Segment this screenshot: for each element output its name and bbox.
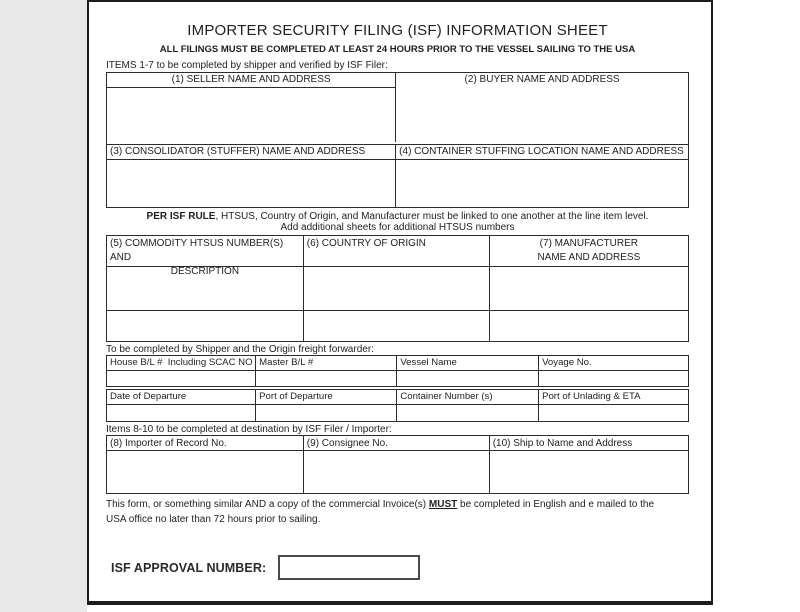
- parties-row-1: [107, 73, 688, 142]
- ship-to-header: (10) Ship to Name and Address: [489, 436, 688, 450]
- notice-must-text: MUST: [428, 499, 458, 510]
- isf-rule-bold-text: PER ISF RULE: [146, 211, 216, 222]
- seller-header: (1) SELLER NAME AND ADDRESS: [107, 73, 395, 88]
- commodity-header-row: [107, 236, 688, 277]
- manufacturer-field-1[interactable]: [489, 267, 688, 310]
- form-subtitle: ALL FILINGS MUST BE COMPLETED AT LEAST 24 HOURS PRIOR TO THE VESSEL SAILING TO THE USA: [159, 44, 636, 55]
- items-1-7-note: ITEMS 1-7 to be completed by shipper and verified by ISF Filer:: [106, 60, 388, 71]
- notice-post-text: be completed in English and e mailed to the: [457, 499, 655, 510]
- importer-of-record-field[interactable]: [107, 451, 303, 493]
- origin-field-1[interactable]: [303, 267, 489, 310]
- htsus-field-1[interactable]: [107, 267, 303, 310]
- master-bl-field[interactable]: [255, 371, 396, 386]
- date-of-departure-field[interactable]: [107, 405, 255, 421]
- consignee-no-header: (9) Consignee No.: [303, 436, 489, 450]
- items-8-10-note: Items 8-10 to be completed at destination by ISF Filer / Importer:: [106, 424, 392, 435]
- additional-sheets-note: Add additional sheets for additional HTSUS numbers: [280, 222, 515, 233]
- shipper-forwarder-note: To be completed by Shipper and the Origin freight forwarder:: [106, 344, 374, 355]
- shipping-header-row-1: [107, 356, 688, 370]
- shipping-header-row-2: [107, 390, 688, 404]
- port-of-departure-header: Port of Departure: [255, 390, 396, 404]
- ship-to-field[interactable]: [489, 451, 688, 493]
- buyer-field[interactable]: [396, 88, 688, 142]
- seller-field[interactable]: [107, 88, 395, 142]
- shipping-table-1: [106, 355, 689, 387]
- shipping-value-row-2: [107, 404, 688, 421]
- left-margin-strip: [0, 0, 87, 612]
- container-number-header: Container Number (s): [396, 390, 538, 404]
- consignee-no-field[interactable]: [303, 451, 489, 493]
- form-title: IMPORTER SECURITY FILING (ISF) INFORMATION SHEET: [187, 22, 608, 39]
- shipping-table-2: [106, 389, 689, 422]
- isf-rule-note: [106, 211, 689, 222]
- isf-form-page: [87, 0, 713, 605]
- isf-approval-number-label: ISF APPROVAL NUMBER:: [111, 560, 267, 575]
- commodity-row-1: [107, 267, 688, 310]
- stuffing-location-field[interactable]: [396, 160, 688, 207]
- manufacturer-header: (7) MANUFACTURER NAME AND ADDRESS: [489, 236, 688, 266]
- house-bl-field[interactable]: [107, 371, 255, 386]
- voyage-no-field[interactable]: [538, 371, 688, 386]
- isf-approval-number-field[interactable]: [278, 555, 420, 580]
- completion-notice-line-1: [106, 497, 689, 512]
- htsus-field-2[interactable]: [107, 311, 303, 341]
- consolidator-header: (3) CONSOLIDATOR (STUFFER) NAME AND ADDRESS: [107, 145, 395, 160]
- isf-rule-rest-text: , HTSUS, Country of Origin, and Manufacturer must be linked to one another at the line item level.: [215, 211, 649, 222]
- destination-header-row: [107, 436, 688, 450]
- completion-notice-line-2: USA office no later than 72 hours prior to sailing.: [106, 514, 321, 525]
- origin-field-2[interactable]: [303, 311, 489, 341]
- vessel-name-header: Vessel Name: [396, 356, 538, 370]
- commodity-row-2: [107, 310, 688, 341]
- htsus-header: (5) COMMODITY HTSUS NUMBER(S) AND DESCRIPTION: [110, 238, 284, 277]
- master-bl-header: Master B/L #: [255, 356, 396, 370]
- container-number-field[interactable]: [396, 405, 538, 421]
- parties-row-2: [107, 144, 688, 207]
- manufacturer-field-2[interactable]: [489, 311, 688, 341]
- house-bl-header: House B/L # Including SCAC NO: [110, 357, 253, 368]
- notice-pre-text: This form, or something similar AND a copy of the commercial Invoice(s): [106, 499, 429, 510]
- destination-value-row: [107, 450, 688, 493]
- country-of-origin-header: (6) COUNTRY OF ORIGIN: [303, 236, 489, 266]
- port-of-departure-field[interactable]: [255, 405, 396, 421]
- buyer-header: (2) BUYER NAME AND ADDRESS: [464, 74, 620, 85]
- destination-table: [106, 435, 689, 494]
- stuffing-location-header: (4) CONTAINER STUFFING LOCATION NAME AND ADDRESS: [396, 145, 688, 160]
- consolidator-field[interactable]: [107, 160, 395, 207]
- shipping-value-row-1: [107, 370, 688, 386]
- approval-section: [111, 555, 689, 580]
- port-of-unlading-field[interactable]: [538, 405, 688, 421]
- date-of-departure-header: Date of Departure: [110, 391, 187, 402]
- vessel-name-field[interactable]: [396, 371, 538, 386]
- voyage-no-header: Voyage No.: [538, 356, 688, 370]
- parties-table: [106, 72, 689, 208]
- commodity-table: [106, 235, 689, 342]
- port-of-unlading-header: Port of Unlading & ETA: [538, 390, 688, 404]
- importer-of-record-header: (8) Importer of Record No.: [110, 438, 227, 449]
